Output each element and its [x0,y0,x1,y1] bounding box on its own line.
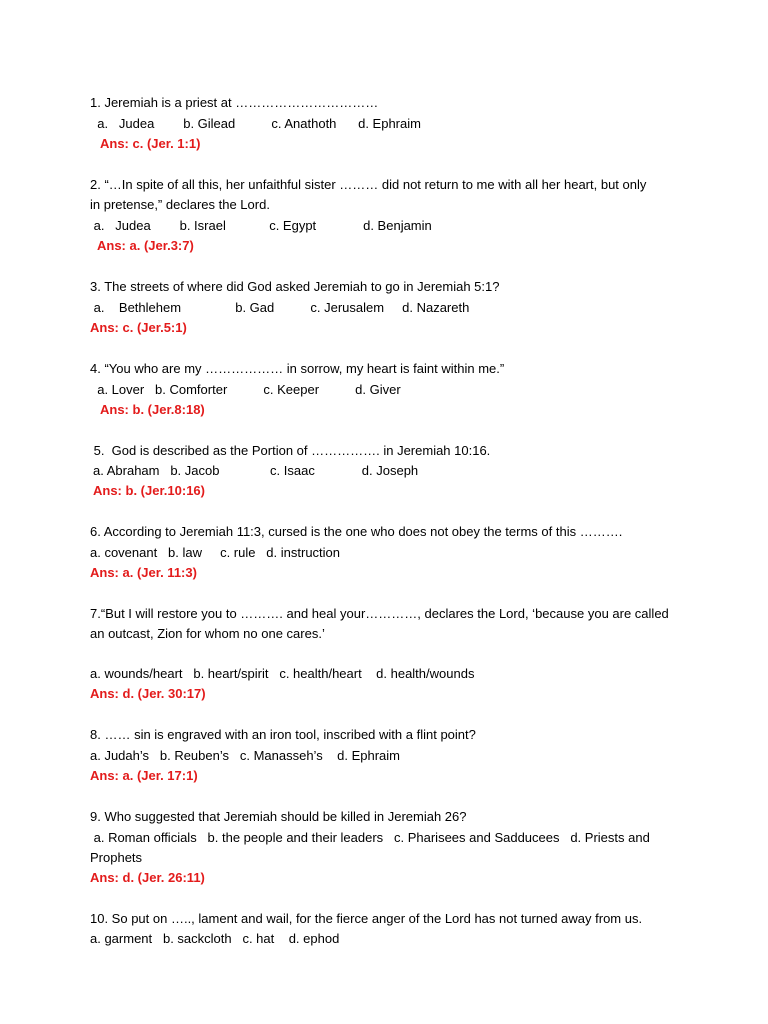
question-1: 1. Jeremiah is a priest at …………………………… [90,95,379,110]
question-7-options: a. wounds/heart b. heart/spirit c. health/heart d. health/wounds [90,666,475,681]
question-9-answer: Ans: d. (Jer. 26:11) [90,870,205,885]
question-2-answer: Ans: a. (Jer.3:7) [97,238,194,253]
question-6: 6. According to Jeremiah 11:3, cursed is the one who does not obey the terms of this ………. [90,524,623,539]
question-9-options-line-2: Prophets [90,850,143,865]
question-10-options: a. garment b. sackcloth c. hat d. ephod [90,931,340,946]
question-7-line-2: an outcast, Zion for whom no one cares.’ [90,626,325,641]
question-4-answer: Ans: b. (Jer.8:18) [100,402,205,417]
question-8-options: a. Judah’s b. Reuben’s c. Manasseh’s d. Ephraim [90,748,401,763]
question-3-answer: Ans: c. (Jer.5:1) [90,320,187,335]
question-9-options-line-1: a. Roman officials b. the people and their leaders c. Pharisees and Sadducees d. Priests and [90,830,650,845]
question-9: 9. Who suggested that Jeremiah should be killed in Jeremiah 26? [90,809,467,824]
question-7-answer: Ans: d. (Jer. 30:17) [90,686,206,701]
question-2-options: a. Judea b. Israel c. Egypt d. Benjamin [90,218,432,233]
question-4: 4. “You who are my ……………… in sorrow, my heart is faint within me.” [90,361,505,376]
question-2-line-1: 2. “…In spite of all this, her unfaithful sister ……… did not return to me with all her heart, but only [90,177,647,192]
question-3-options: a. Bethlehem b. Gad c. Jerusalem d. Nazareth [90,300,470,315]
question-5: 5. God is described as the Portion of ……………. in Jeremiah 10:16. [90,443,491,458]
question-4-options: a. Lover b. Comforter c. Keeper d. Giver [90,382,401,397]
question-5-answer: Ans: b. (Jer.10:16) [93,483,205,498]
question-6-answer: Ans: a. (Jer. 11:3) [90,565,197,580]
question-10: 10. So put on ….., lament and wail, for the fierce anger of the Lord has not turned away from us. [90,911,643,926]
question-1-answer: Ans: c. (Jer. 1:1) [100,136,201,151]
question-3: 3. The streets of where did God asked Jeremiah to go in Jeremiah 5:1? [90,279,500,294]
question-8: 8. …… sin is engraved with an iron tool, inscribed with a flint point? [90,727,476,742]
question-8-answer: Ans: a. (Jer. 17:1) [90,768,198,783]
question-5-options: a. Abraham b. Jacob c. Isaac d. Joseph [93,463,419,478]
question-2-line-2: in pretense,” declares the Lord. [90,197,270,212]
question-7-line-1: 7.“But I will restore you to ………. and heal your…………, declares the Lord, ‘because you are called [90,606,669,621]
question-1-options: a. Judea b. Gilead c. Anathoth d. Ephraim [90,116,421,131]
question-6-options: a. covenant b. law c. rule d. instruction [90,545,341,560]
